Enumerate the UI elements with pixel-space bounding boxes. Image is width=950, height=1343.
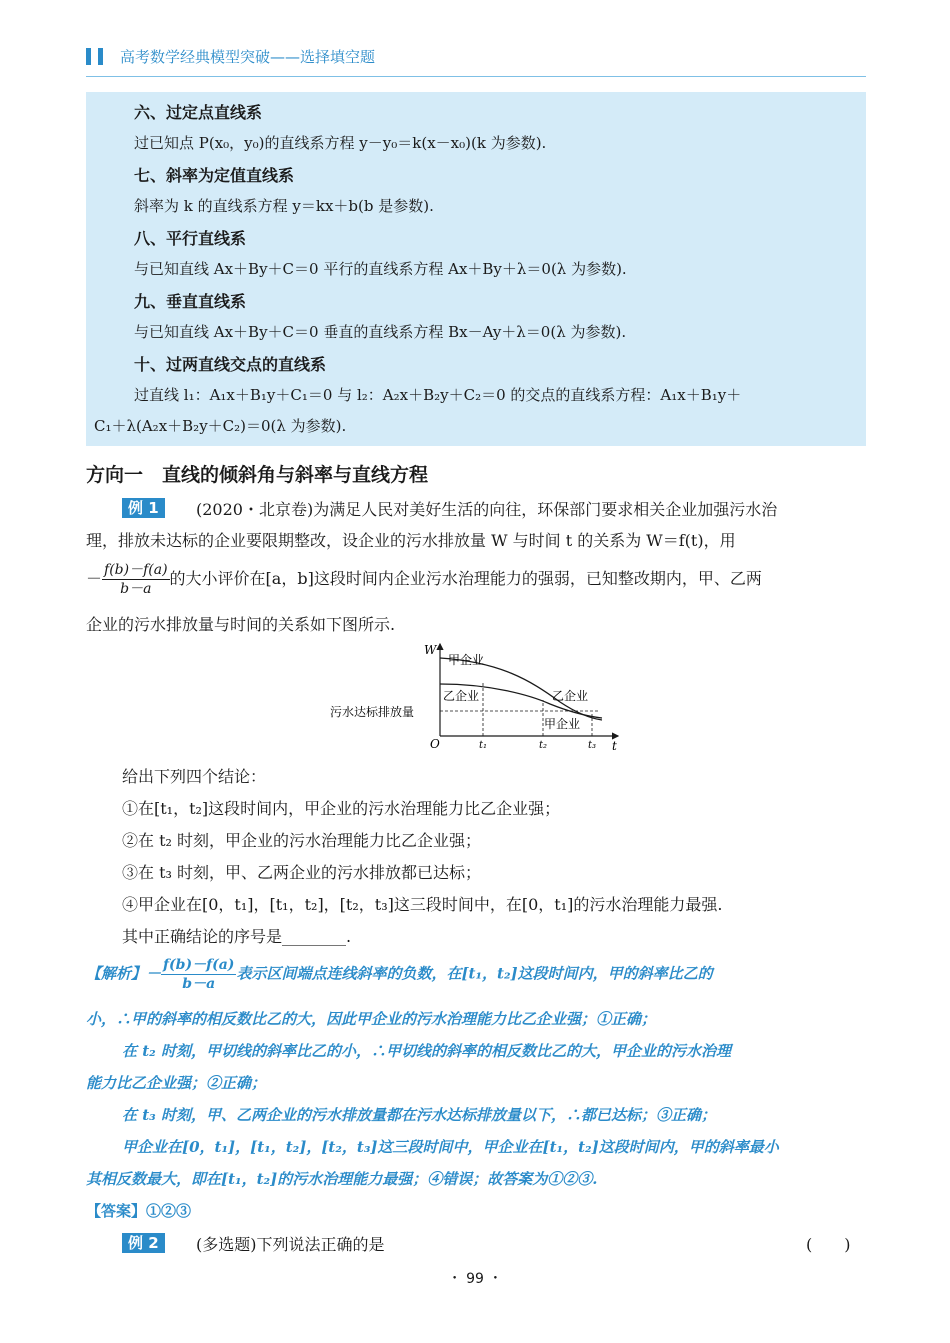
label-yi-right: 乙企业 bbox=[552, 689, 589, 703]
section-title-7: 七、斜率为定值直线系 bbox=[134, 166, 295, 185]
tick-t3: t₃ bbox=[588, 740, 597, 751]
section-text-10-cont: C₁＋λ(A₂x＋B₂y＋C₂)＝0(λ 为参数). bbox=[94, 417, 347, 435]
solution-line4: 能力比乙企业强；②正确； bbox=[86, 1074, 267, 1092]
conclusion-3: ③在 t₃ 时刻，甲、乙两企业的污水排放都已达标； bbox=[122, 863, 482, 882]
conclusion-4: ④甲企业在[0，t₁]，[t₁，t₂]，[t₂，t₃]这三段时间中，在[0，t₁]的污水治理能力最强. bbox=[122, 895, 723, 914]
example1-line1: (2020・北京卷)为满足人民对美好生活的向往，环保部门要求相关企业加强污水治 bbox=[196, 500, 778, 519]
section-title-8: 八、平行直线系 bbox=[134, 229, 247, 248]
solution-line5: 在 t₃ 时刻，甲、乙两企业的污水排放量都在污水达标排放量以下，∴都已达标；③正确； bbox=[122, 1106, 716, 1124]
solution-line2: 小，∴甲的斜率的相反数比乙的大，因此甲企业的污水治理能力比乙企业强；①正确； bbox=[86, 1010, 657, 1028]
solution-line6: 甲企业在[0，t₁]，[t₁，t₂]，[t₂，t₃]这三段时间中，甲企业在[t₁，t₂]这段时间内，甲的斜率最小 bbox=[122, 1138, 779, 1156]
conclusion-intro: 给出下列四个结论： bbox=[122, 767, 267, 786]
x-axis-label: t bbox=[612, 739, 617, 753]
answer-line bbox=[86, 1200, 191, 1221]
tick-t2: t₂ bbox=[539, 740, 548, 751]
solution-line1 bbox=[86, 956, 713, 993]
formula-box bbox=[86, 92, 866, 446]
conclusion-2: ②在 t₂ 时刻，甲企业的污水治理能力比乙企业强； bbox=[122, 831, 482, 850]
direction-title: 方向一 直线的倾斜角与斜率与直线方程 bbox=[86, 464, 429, 486]
origin-label: O bbox=[430, 737, 440, 751]
example2-label-wrap bbox=[122, 1232, 165, 1253]
header-bars-icon bbox=[86, 48, 110, 69]
example1-label: 例 1 bbox=[122, 498, 165, 518]
threshold-label: 污水达标排放量 bbox=[330, 705, 415, 719]
example1-line4: 企业的污水排放量与时间的关系如下图所示. bbox=[86, 615, 396, 634]
section-text-8: 与已知直线 Ax＋By＋C＝0 平行的直线系方程 Ax＋By＋λ＝0(λ 为参数). bbox=[134, 260, 627, 278]
example1-fraction bbox=[102, 561, 170, 598]
section-title-9: 九、垂直直线系 bbox=[134, 292, 247, 311]
example1-frac-num: f(b)－f(a) bbox=[104, 562, 168, 578]
emission-chart-svg bbox=[330, 640, 630, 755]
answer-label: 【答案】 bbox=[86, 1202, 147, 1220]
solution-frac-den: b－a bbox=[182, 976, 216, 992]
label-yi-left: 乙企业 bbox=[443, 689, 480, 703]
header-rule bbox=[86, 76, 866, 77]
example1-line2: 理，排放未达标的企业要限期整改，设企业的污水排放量 W 与时间 t 的关系为 W＝f(t)，用 bbox=[86, 531, 736, 550]
section-title-10: 十、过两直线交点的直线系 bbox=[134, 355, 327, 374]
example1-line3-text: 的大小评价在[a，b]这段时间内企业污水治理能力的强弱，已知整改期内，甲、乙两 bbox=[169, 569, 762, 588]
solution-label: 【解析】 bbox=[86, 964, 147, 983]
tick-t1: t₁ bbox=[479, 740, 488, 751]
header-title: 高考数学经典模型突破——选择填空题 bbox=[120, 48, 376, 66]
page-number: ・ 99 ・ bbox=[447, 1271, 503, 1287]
section-text-7: 斜率为 k 的直线系方程 y＝kx＋b(b 是参数). bbox=[134, 197, 434, 215]
example1-frac-den: b－a bbox=[120, 581, 152, 597]
question-line: 其中正确结论的序号是________. bbox=[122, 927, 352, 946]
solution-frac-prefix: － bbox=[146, 964, 162, 983]
section-text-6: 过已知点 P(x₀，y₀)的直线系方程 y－y₀＝k(x－x₀)(k 为参数). bbox=[134, 134, 547, 152]
solution-frac-num: f(b)－f(a) bbox=[163, 957, 235, 973]
emission-chart bbox=[330, 640, 630, 759]
section-text-9: 与已知直线 Ax＋By＋C＝0 垂直的直线系方程 Bx－Ay＋λ＝0(λ 为参数). bbox=[134, 323, 627, 341]
example1-frac-prefix: － bbox=[86, 569, 103, 588]
example2-label: 例 2 bbox=[122, 1233, 165, 1253]
answer-value: ①②③ bbox=[146, 1202, 192, 1220]
example2-paren: ( ) bbox=[806, 1235, 851, 1254]
example1-line3 bbox=[86, 561, 762, 598]
example2-text: (多选题)下列说法正确的是 bbox=[196, 1235, 385, 1254]
label-jia-top: 甲企业 bbox=[448, 653, 485, 667]
solution-line1-text: 表示区间端点连线斜率的负数，在[t₁，t₂]这段时间内，甲的斜率比乙的 bbox=[236, 964, 713, 983]
solution-line7: 其相反数最大，即在[t₁，t₂]的污水治理能力最强；④错误；故答案为①②③. bbox=[86, 1170, 598, 1188]
solution-line3: 在 t₂ 时刻，甲切线的斜率比乙的小，∴甲切线的斜率的相反数比乙的大，甲企业的污水治理 bbox=[122, 1042, 731, 1060]
conclusion-1: ①在[t₁，t₂]这段时间内，甲企业的污水治理能力比乙企业强； bbox=[122, 799, 561, 818]
section-text-10: 过直线 l₁：A₁x＋B₁y＋C₁＝0 与 l₂：A₂x＋B₂y＋C₂＝0 的交点的直线系方程：A₁x＋B₁y＋ bbox=[134, 386, 742, 404]
section-title-6: 六、过定点直线系 bbox=[134, 103, 263, 122]
y-axis-label: W bbox=[424, 643, 437, 657]
label-jia-right: 甲企业 bbox=[544, 717, 581, 731]
example1-label-wrap bbox=[122, 497, 165, 518]
solution-fraction bbox=[161, 956, 236, 993]
